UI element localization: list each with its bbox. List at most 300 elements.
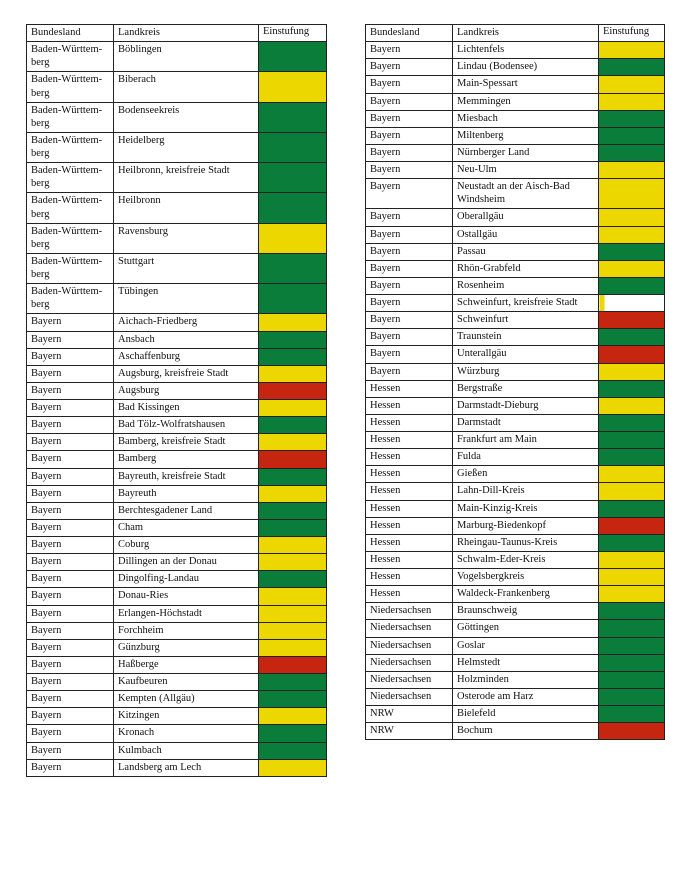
einstufung-yellow-cell (259, 434, 327, 451)
landkreis-cell: Günzburg (114, 639, 259, 656)
einstufung-green-cell (599, 243, 665, 260)
table-row (366, 329, 665, 346)
einstufung-yellow-cell (259, 588, 327, 605)
bundesland-cell: Bayern (27, 588, 114, 605)
landkreis-cell: Augsburg, kreisfreie Stadt (114, 365, 259, 382)
landkreis-cell: Haßberge (114, 656, 259, 673)
table-row (366, 586, 665, 603)
table-row (366, 671, 665, 688)
bundesland-cell: Hessen (366, 517, 453, 534)
einstufung-yellow-cell (259, 223, 327, 253)
einstufung-yellow-cell (259, 537, 327, 554)
einstufung-green-cell (259, 102, 327, 132)
bundesland-cell: Hessen (366, 500, 453, 517)
bundesland-cell: Bayern (366, 260, 453, 277)
einstufung-green-cell (599, 59, 665, 76)
table-row (366, 127, 665, 144)
landkreis-cell: Waldeck-Frankenberg (453, 586, 599, 603)
landkreis-cell: Bayreuth, kreisfreie Stadt (114, 468, 259, 485)
bundesland-cell: Hessen (366, 534, 453, 551)
bundesland-cell: Bayern (27, 451, 114, 468)
einstufung-green-cell (259, 193, 327, 223)
einstufung-yellow-cell (259, 759, 327, 776)
einstufung-green-cell (599, 534, 665, 551)
table-row (27, 451, 327, 468)
einstufung-green-cell (599, 449, 665, 466)
bundesland-cell: Bayern (27, 400, 114, 417)
table-row (366, 414, 665, 431)
bundesland-cell: Bayern (366, 42, 453, 59)
einstufung-red-cell (259, 656, 327, 673)
bundesland-cell: Bayern (27, 468, 114, 485)
table-row (366, 500, 665, 517)
table-row (27, 742, 327, 759)
einstufung-yellow-cell (599, 397, 665, 414)
landkreis-cell: Miltenberg (453, 127, 599, 144)
landkreis-cell: Kronach (114, 725, 259, 742)
einstufung-green-cell (599, 654, 665, 671)
landkreis-cell: Kitzingen (114, 708, 259, 725)
einstufung-yellow-cell (599, 551, 665, 568)
table-row (27, 656, 327, 673)
einstufung-yellow-cell (599, 179, 665, 209)
landkreis-cell: Bielefeld (453, 706, 599, 723)
bundesland-cell: Niedersachsen (366, 620, 453, 637)
einstufung-yellow-cell (599, 569, 665, 586)
bundesland-cell: Bayern (366, 76, 453, 93)
bundesland-cell: Hessen (366, 397, 453, 414)
table-row (27, 708, 327, 725)
table-row (366, 346, 665, 363)
einstufung-green-cell (599, 127, 665, 144)
einstufung-yellow-cell (599, 76, 665, 93)
bundesland-cell: Bayern (366, 277, 453, 294)
landkreis-cell: Bamberg, kreisfreie Stadt (114, 434, 259, 451)
bundesland-cell: Baden-Württem-berg (27, 102, 114, 132)
landkreis-cell: Aschaffenburg (114, 348, 259, 365)
bundesland-cell: Baden-Württem-berg (27, 253, 114, 283)
landkreis-cell: Neustadt an der Aisch-Bad Windsheim (453, 179, 599, 209)
table-row (366, 706, 665, 723)
table-row (27, 223, 327, 253)
table-row (27, 588, 327, 605)
bundesland-cell: Baden-Württem-berg (27, 132, 114, 162)
einstufung-yellow-cell (259, 554, 327, 571)
bundesland-cell: Bayern (366, 179, 453, 209)
bundesland-cell: Bayern (366, 209, 453, 226)
landkreis-cell: Bodenseekreis (114, 102, 259, 132)
landkreis-cell: Memmingen (453, 93, 599, 110)
einstufung-yellow-cell (259, 485, 327, 502)
landkreis-cell: Darmstadt-Dieburg (453, 397, 599, 414)
einstufung-yellow-cell (599, 260, 665, 277)
bundesland-cell: Bayern (27, 639, 114, 656)
table-row (27, 331, 327, 348)
bundesland-cell: Bayern (27, 485, 114, 502)
table-row (366, 517, 665, 534)
einstufung-green-cell (599, 603, 665, 620)
bundesland-cell: Hessen (366, 466, 453, 483)
bundesland-cell: Bayern (366, 127, 453, 144)
einstufung-yellow-cell (599, 466, 665, 483)
einstufung-yellow-cell (259, 708, 327, 725)
landkreis-cell: Tübingen (114, 284, 259, 314)
bundesland-cell: Niedersachsen (366, 603, 453, 620)
einstufung-green-cell (259, 253, 327, 283)
landkreis-cell: Dillingen an der Donau (114, 554, 259, 571)
header-row (27, 25, 327, 42)
landkreis-cell: Vogelsbergkreis (453, 569, 599, 586)
landkreis-cell: Heilbronn (114, 193, 259, 223)
landkreis-cell: Bad Kissingen (114, 400, 259, 417)
einstufung-green-cell (259, 468, 327, 485)
table-row (27, 348, 327, 365)
bundesland-cell: Hessen (366, 380, 453, 397)
einstufung-yellow-cell (599, 42, 665, 59)
bundesland-cell: Bayern (366, 243, 453, 260)
landkreis-cell: Forchheim (114, 622, 259, 639)
landkreis-cell: Erlangen-Höchstadt (114, 605, 259, 622)
landkreis-cell: Gießen (453, 466, 599, 483)
einstufung-green-cell (259, 284, 327, 314)
landkreis-cell: Rosenheim (453, 277, 599, 294)
einstufung-green-cell (259, 674, 327, 691)
table-row (366, 432, 665, 449)
landkreis-cell: Rhön-Grabfeld (453, 260, 599, 277)
bundesland-cell: Niedersachsen (366, 688, 453, 705)
bundesland-cell: Hessen (366, 551, 453, 568)
einstufung-yellow-cell (599, 209, 665, 226)
einstufung-yellow-cell (599, 162, 665, 179)
table-row (27, 519, 327, 536)
bundesland-cell: Bayern (366, 59, 453, 76)
table-row (27, 284, 327, 314)
header-landkreis: Landkreis (453, 25, 599, 42)
landkreis-cell: Heidelberg (114, 132, 259, 162)
einstufung-yellow-cell (599, 93, 665, 110)
table-row (366, 162, 665, 179)
table-row (27, 605, 327, 622)
einstufung-red-cell (599, 723, 665, 740)
table-row (27, 132, 327, 162)
landkreis-cell: Miesbach (453, 110, 599, 127)
landkreis-cell: Neu-Ulm (453, 162, 599, 179)
bundesland-cell: Baden-Württem-berg (27, 223, 114, 253)
einstufung-green-cell (599, 144, 665, 161)
table-row (27, 725, 327, 742)
landkreis-cell: Berchtesgadener Land (114, 502, 259, 519)
table-row (27, 468, 327, 485)
table-row (366, 551, 665, 568)
table-row (27, 571, 327, 588)
table-row (366, 42, 665, 59)
landkreis-cell: Marburg-Biedenkopf (453, 517, 599, 534)
table-row (27, 639, 327, 656)
landkreis-cell: Würzburg (453, 363, 599, 380)
einstufung-yellow-cell (259, 365, 327, 382)
bundesland-cell: NRW (366, 706, 453, 723)
table-row (27, 485, 327, 502)
table-row (366, 380, 665, 397)
table-row (366, 144, 665, 161)
landkreis-cell: Lindau (Bodensee) (453, 59, 599, 76)
landkreis-cell: Stuttgart (114, 253, 259, 283)
table-row (27, 691, 327, 708)
table-row (27, 382, 327, 399)
landkreis-cell: Main-Kinzig-Kreis (453, 500, 599, 517)
bundesland-cell: Bayern (27, 365, 114, 382)
bundesland-cell: Hessen (366, 432, 453, 449)
bundesland-cell: Bayern (366, 363, 453, 380)
landkreis-cell: Unterallgäu (453, 346, 599, 363)
einstufung-green-cell (599, 706, 665, 723)
table-row (27, 253, 327, 283)
bundesland-cell: Bayern (27, 519, 114, 536)
landkreis-cell: Oberallgäu (453, 209, 599, 226)
landkreis-cell: Nürnberger Land (453, 144, 599, 161)
table-row (27, 622, 327, 639)
table-row (366, 226, 665, 243)
einstufung-red-cell (259, 382, 327, 399)
einstufung-yellow-cell (599, 226, 665, 243)
einstufung-green-cell (599, 500, 665, 517)
table-row (366, 466, 665, 483)
table-row (366, 295, 665, 312)
landkreis-cell: Traunstein (453, 329, 599, 346)
bundesland-cell: Bayern (366, 226, 453, 243)
table-row (366, 76, 665, 93)
einstufung-green-cell (259, 502, 327, 519)
table-row (27, 537, 327, 554)
bundesland-cell: Bayern (366, 346, 453, 363)
table-row (366, 110, 665, 127)
landkreis-cell: Helmstedt (453, 654, 599, 671)
landkreis-cell: Bamberg (114, 451, 259, 468)
landkreis-cell: Cham (114, 519, 259, 536)
landkreis-cell: Göttingen (453, 620, 599, 637)
landkreis-cell: Bochum (453, 723, 599, 740)
bundesland-cell: Hessen (366, 449, 453, 466)
bundesland-cell: Bayern (27, 656, 114, 673)
landkreis-cell: Augsburg (114, 382, 259, 399)
einstufung-yellow-cell (599, 483, 665, 500)
table-row (366, 534, 665, 551)
bundesland-cell: Bayern (27, 554, 114, 571)
bundesland-cell: Bayern (27, 502, 114, 519)
einstufung-green-cell (259, 519, 327, 536)
landkreis-cell: Kaufbeuren (114, 674, 259, 691)
table-row (366, 59, 665, 76)
table-row (27, 163, 327, 193)
landkreis-cell: Frankfurt am Main (453, 432, 599, 449)
table-row (27, 759, 327, 776)
right-rating-table (365, 24, 665, 740)
bundesland-cell: Bayern (27, 674, 114, 691)
einstufung-red-cell (599, 517, 665, 534)
bundesland-cell: Bayern (366, 93, 453, 110)
bundesland-cell: Niedersachsen (366, 637, 453, 654)
table-row (27, 72, 327, 102)
landkreis-cell: Passau (453, 243, 599, 260)
bundesland-cell: NRW (366, 723, 453, 740)
landkreis-cell: Main-Spessart (453, 76, 599, 93)
bundesland-cell: Baden-Württem-berg (27, 42, 114, 72)
einstufung-green-cell (599, 432, 665, 449)
header-row (366, 25, 665, 42)
bundesland-cell: Bayern (27, 331, 114, 348)
einstufung-green-cell (259, 725, 327, 742)
einstufung-green-cell (599, 688, 665, 705)
landkreis-cell: Ravensburg (114, 223, 259, 253)
einstufung-green-cell (599, 277, 665, 294)
bundesland-cell: Bayern (27, 742, 114, 759)
bundesland-cell: Bayern (27, 759, 114, 776)
table-row (366, 260, 665, 277)
header-einstufung: Einstufung (259, 25, 327, 42)
bundesland-cell: Bayern (27, 571, 114, 588)
einstufung-green-cell (599, 414, 665, 431)
bundesland-cell: Hessen (366, 586, 453, 603)
landkreis-cell: Dingolfing-Landau (114, 571, 259, 588)
landkreis-cell: Bergstraße (453, 380, 599, 397)
bundesland-cell: Bayern (27, 434, 114, 451)
einstufung-red-cell (599, 346, 665, 363)
landkreis-cell: Lichtenfels (453, 42, 599, 59)
landkreis-cell: Coburg (114, 537, 259, 554)
einstufung-yellow-cell (599, 363, 665, 380)
bundesland-cell: Bayern (27, 537, 114, 554)
bundesland-cell: Bayern (366, 144, 453, 161)
einstufung-green-cell (599, 620, 665, 637)
bundesland-cell: Baden-Württem-berg (27, 284, 114, 314)
bundesland-cell: Niedersachsen (366, 671, 453, 688)
bundesland-cell: Hessen (366, 483, 453, 500)
einstufung-green-cell (599, 110, 665, 127)
header-einstufung: Einstufung (599, 25, 665, 42)
table-row (366, 363, 665, 380)
landkreis-cell: Ansbach (114, 331, 259, 348)
landkreis-cell: Kempten (Allgäu) (114, 691, 259, 708)
landkreis-cell: Biberach (114, 72, 259, 102)
bundesland-cell: Bayern (366, 329, 453, 346)
bundesland-cell: Bayern (27, 417, 114, 434)
bundesland-cell: Bayern (27, 348, 114, 365)
landkreis-cell: Aichach-Friedberg (114, 314, 259, 331)
einstufung-red-cell (259, 451, 327, 468)
table-row (27, 674, 327, 691)
bundesland-cell: Bayern (27, 314, 114, 331)
bundesland-cell: Bayern (27, 622, 114, 639)
landkreis-cell: Braunschweig (453, 603, 599, 620)
landkreis-cell: Darmstadt (453, 414, 599, 431)
einstufung-green-cell (259, 571, 327, 588)
bundesland-cell: Bayern (366, 162, 453, 179)
einstufung-yellow-cell (259, 639, 327, 656)
landkreis-cell: Rheingau-Taunus-Kreis (453, 534, 599, 551)
table-row (366, 209, 665, 226)
einstufung-green-cell (259, 42, 327, 72)
table-row (366, 620, 665, 637)
table-row (27, 417, 327, 434)
einstufung-green-cell (259, 163, 327, 193)
bundesland-cell: Bayern (366, 295, 453, 312)
bundesland-cell: Bayern (27, 725, 114, 742)
landkreis-cell: Osterode am Harz (453, 688, 599, 705)
bundesland-cell: Hessen (366, 414, 453, 431)
einstufung-green-cell (599, 329, 665, 346)
einstufung-green-cell (599, 637, 665, 654)
landkreis-cell: Schwalm-Eder-Kreis (453, 551, 599, 568)
landkreis-cell: Bad Tölz-Wolfratshausen (114, 417, 259, 434)
landkreis-cell: Landsberg am Lech (114, 759, 259, 776)
landkreis-cell: Donau-Ries (114, 588, 259, 605)
einstufung-green-cell (259, 132, 327, 162)
bundesland-cell: Niedersachsen (366, 654, 453, 671)
table-row (366, 483, 665, 500)
bundesland-cell: Baden-Württem-berg (27, 193, 114, 223)
table-row (27, 400, 327, 417)
table-row (366, 179, 665, 209)
einstufung-green-cell (599, 380, 665, 397)
table-row (366, 723, 665, 740)
bundesland-cell: Bayern (366, 312, 453, 329)
header-bundesland: Bundesland (27, 25, 114, 42)
einstufung-partial-cell (599, 295, 665, 312)
table-row (366, 397, 665, 414)
einstufung-green-cell (259, 742, 327, 759)
landkreis-cell: Ostallgäu (453, 226, 599, 243)
einstufung-yellow-cell (259, 622, 327, 639)
table-row (27, 102, 327, 132)
table-row (27, 42, 327, 72)
landkreis-cell: Holzminden (453, 671, 599, 688)
landkreis-cell: Schweinfurt (453, 312, 599, 329)
bundesland-cell: Baden-Württem-berg (27, 72, 114, 102)
table-row (366, 603, 665, 620)
table-row (27, 365, 327, 382)
table-row (27, 314, 327, 331)
table-row (366, 637, 665, 654)
table-row (27, 502, 327, 519)
einstufung-yellow-cell (599, 586, 665, 603)
bundesland-cell: Bayern (27, 605, 114, 622)
table-row (366, 569, 665, 586)
einstufung-yellow-cell (259, 314, 327, 331)
table-row (366, 93, 665, 110)
einstufung-yellow-cell (259, 605, 327, 622)
einstufung-green-cell (599, 671, 665, 688)
bundesland-cell: Baden-Württem-berg (27, 163, 114, 193)
landkreis-cell: Goslar (453, 637, 599, 654)
landkreis-cell: Lahn-Dill-Kreis (453, 483, 599, 500)
landkreis-cell: Fulda (453, 449, 599, 466)
table-row (366, 688, 665, 705)
header-landkreis: Landkreis (114, 25, 259, 42)
einstufung-green-cell (259, 691, 327, 708)
bundesland-cell: Hessen (366, 569, 453, 586)
landkreis-cell: Bayreuth (114, 485, 259, 502)
bundesland-cell: Bayern (27, 691, 114, 708)
table-row (27, 554, 327, 571)
header-bundesland: Bundesland (366, 25, 453, 42)
table-row (366, 654, 665, 671)
landkreis-cell: Böblingen (114, 42, 259, 72)
table-row (366, 312, 665, 329)
landkreis-cell: Schweinfurt, kreisfreie Stadt (453, 295, 599, 312)
einstufung-yellow-cell (259, 400, 327, 417)
einstufung-yellow-cell (259, 72, 327, 102)
bundesland-cell: Bayern (366, 110, 453, 127)
